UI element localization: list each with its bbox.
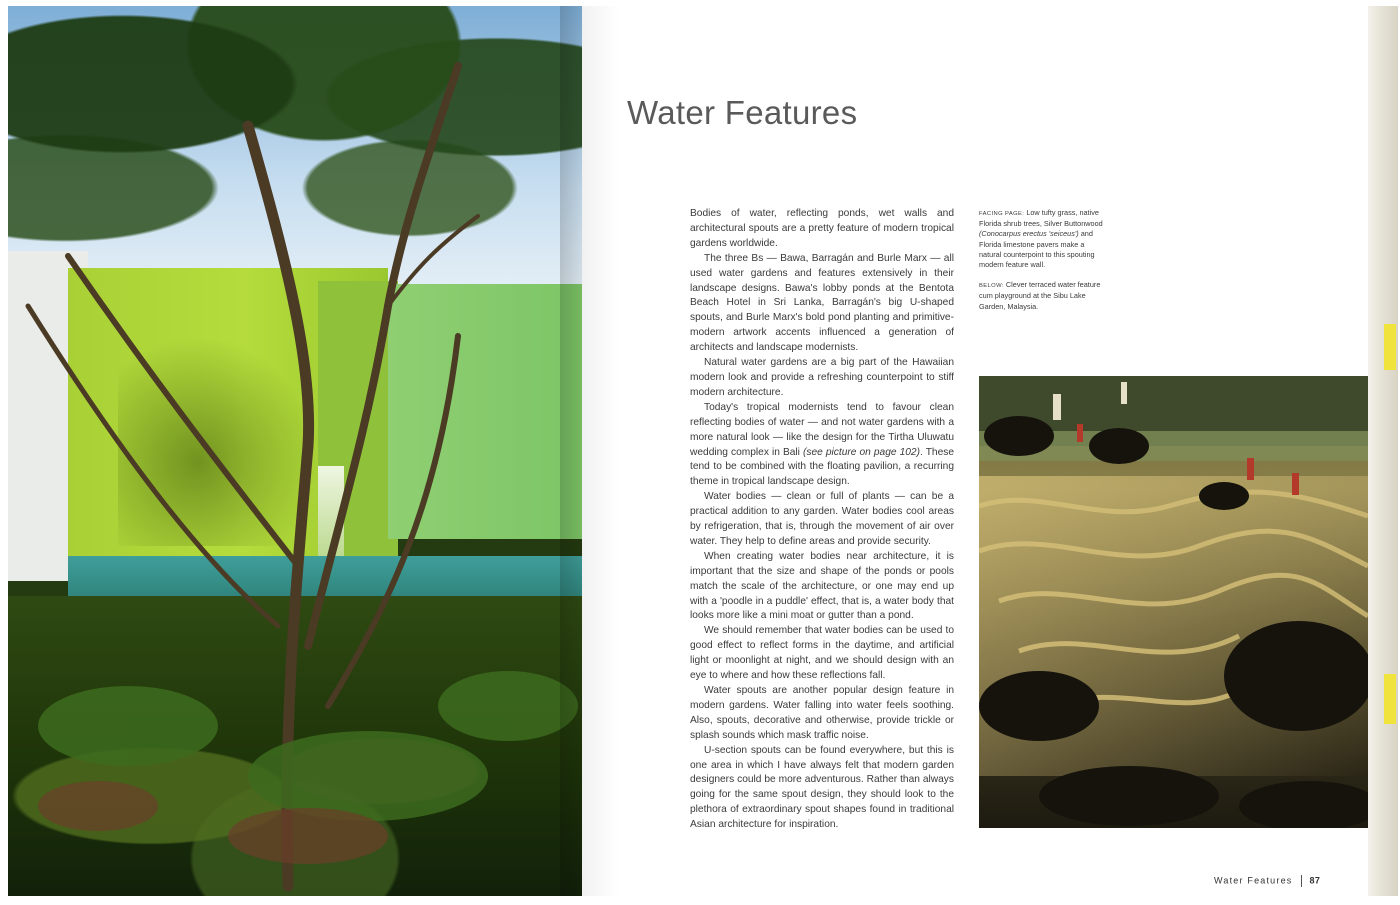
body-paragraph: Natural water gardens are a big part of the Hawaiian modern look and provide a refreshing counterpoint to stiff modern architecture. [690,357,954,398]
page-edge-strip [1368,6,1398,896]
caption-lead: BELOW: [979,283,1004,290]
body-paragraph: Water bodies — clean or full of plants — can be a practical addition to any garden. Water bodies cool areas by refrigeration, that is, through the movement of air over water. They help to define areas and provide security. [690,491,954,547]
caption-text: Clever terraced water feature cum playground at the Sibu Lake Garden, Malaysia. [979,280,1101,311]
page-number: 87 [1309,875,1321,886]
page-footer [1214,875,1320,887]
gutter-shadow [560,6,620,896]
body-paragraph: When creating water bodies near architecture, it is important that the size and shape of the ponds or pools match the scale of the architecture, or one may end up with a 'poodle in a puddle' effect, that is, a water body that looks more like a mini moat or gutter than a pond. [690,550,954,622]
page-reference: (see picture on page 102) [803,446,920,458]
caption-text: Low tufty grass, native Florida shrub trees, Silver Buttonwood [979,208,1103,229]
body-paragraph [690,401,954,490]
edge-tab-marker [1384,674,1396,724]
body-paragraph: U-section spouts can be found everywhere, but this is one area in which I have always felt that modern garden designers could be more adventurous. Rather than always going for the same spout design, they should look to the plethora of extraordinary spout shapes found in traditional Asian architecture for inspiration. [690,744,954,831]
page-title: Water Features [627,94,858,132]
body-paragraph: Bodies of water, reflecting ponds, wet walls and architectural spouts are a pretty feature of modern tropical gardens worldwide. [690,208,954,249]
footer-section: Water Features [1214,875,1293,886]
captions [979,208,1104,322]
caption-below [979,280,1104,312]
photo-tree-trunks [8,6,582,896]
photo-scene [979,376,1368,828]
caption-facing-page [979,208,1104,270]
caption-botanical-name: (Conocarpus erectus 'seiceus') [979,229,1079,239]
body-paragraph: The three Bs — Bawa, Barragán and Burle Marx — all used water gardens and features extensively in their landscape designs. Bawa's lobby ponds at the Bentota Beach Hotel in Sri Lanka, Barragán's big U-shaped spouts, and Burle Marx's bold pond planting and primitive-modern artwork accents influenced a generation of architects and landscape modernists. [690,252,954,354]
footer-divider [1301,875,1302,887]
body-paragraph-text: Today's tropical modernists tend to favour clean reflecting bodies of water — and not water gardens with a more natural look — like the design for the Tirtha Uluwatu wedding complex in Bali [690,401,954,458]
body-paragraph-tail: . These tend to be combined with the floating pavilion, a recurring theme in tropical landscape design. [690,446,955,488]
edge-tab-marker [1384,324,1396,370]
body-text [690,207,954,833]
body-paragraph: We should remember that water bodies can be used to good effect to reflect forms in the daytime, and artificial light or moonlight at night, and we should design with an eye to where and how these reflections fall. [690,625,954,682]
body-paragraph: Water spouts are another popular design feature in modern gardens. Water falling into water feels soothing. Also, spouts, decorative and otherwise, provide trickle or splash sounds which mask traffic noise. [690,685,954,741]
garden-wall-photo [8,6,582,896]
caption-text: and Florida limestone pavers make a natural counterpoint to this spouting modern feature wall. [979,229,1095,270]
terraced-water-feature-photo [979,376,1368,828]
caption-lead: FACING PAGE: [979,211,1025,217]
